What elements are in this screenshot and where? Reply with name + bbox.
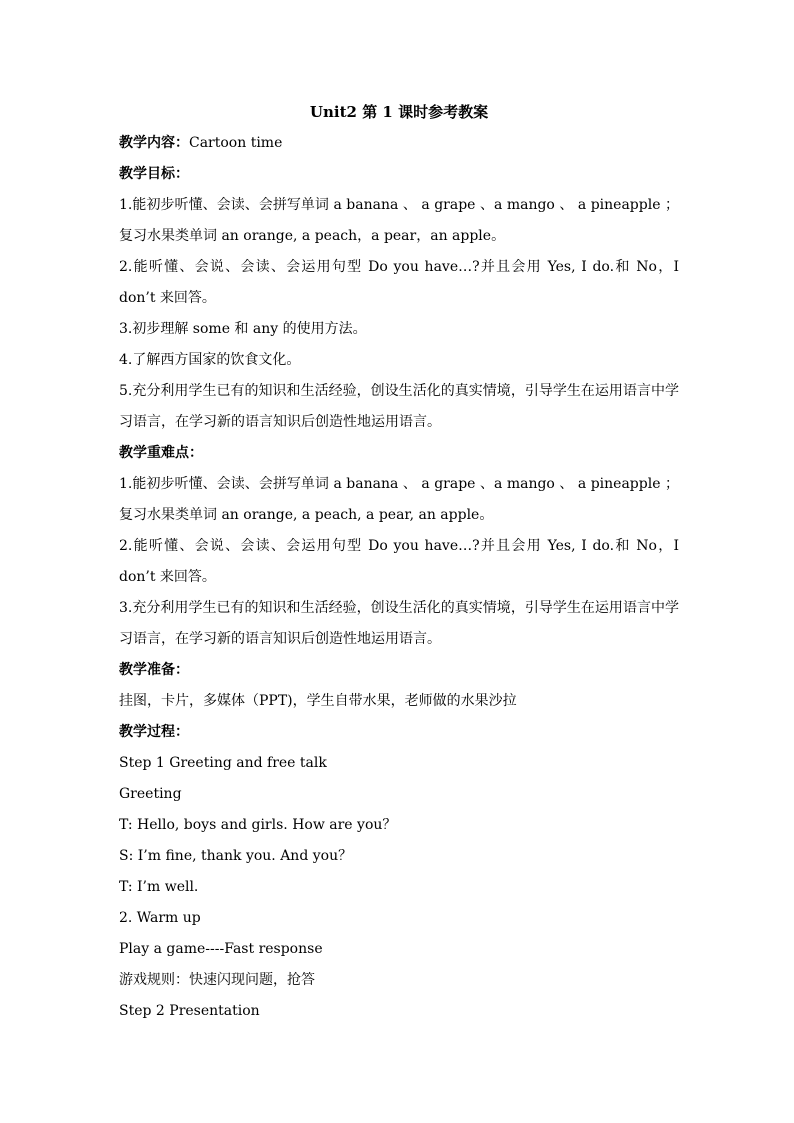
process-line: Step 1 Greeting and free talk xyxy=(119,755,327,771)
content-value: Cartoon time xyxy=(189,135,283,151)
key-point-item: 3.充分利用学生已有的知识和生活经验，创设生活化的真实情境，引导学生在运用语言中学习语言，在学习新的语言知识后创造性地运用语言。 xyxy=(119,600,679,647)
objective-item: 2.能听懂、会说、会读、会运用句型 Do you have…?并且会用 Yes, I do.和 No，I don’t 来回答。 xyxy=(119,259,679,306)
preparation-heading: 教学准备： xyxy=(119,662,189,678)
process-line: 游戏规则：快速闪现问题，抢答 xyxy=(119,972,315,988)
process-line: S: I’m fine, thank you. And you？ xyxy=(119,848,353,864)
objective-item: 5.充分利用学生已有的知识和生活经验，创设生活化的真实情境，引导学生在运用语言中学习语言，在学习新的语言知识后创造性地运用语言。 xyxy=(119,383,679,430)
objective-item: 3.初步理解 some 和 any 的使用方法。 xyxy=(119,321,367,337)
key-point-item: 2.能听懂、会说、会读、会运用句型 Do you have…?并且会用 Yes, I do.和 No，I don’t 来回答。 xyxy=(119,538,679,585)
process-line: Greeting xyxy=(119,786,182,802)
process-line: T: I’m well. xyxy=(119,879,199,895)
key-points-heading: 教学重难点： xyxy=(119,445,203,461)
objectives-heading: 教学目标： xyxy=(119,166,189,182)
process-line: Play a game----Fast response xyxy=(119,941,323,957)
objective-item: 1.能初步听懂、会读、会拼写单词 a banana 、 a grape 、a mango 、 a pineapple ；复习水果类单词 an orange, a peach，a pear，an apple。 xyxy=(119,197,679,244)
document-body xyxy=(119,97,679,1027)
content-row xyxy=(119,128,679,159)
document-title: Unit2 第 1 课时参考教案 xyxy=(309,103,489,121)
content-label: 教学内容： xyxy=(119,135,189,151)
process-line: 2. Warm up xyxy=(119,910,201,926)
preparation-text: 挂图，卡片，多媒体（PPT)，学生自带水果，老师做的水果沙拉 xyxy=(119,693,517,709)
process-heading: 教学过程： xyxy=(119,724,189,740)
process-line: Step 2 Presentation xyxy=(119,1003,260,1019)
objective-item: 4.了解西方国家的饮食文化。 xyxy=(119,352,301,368)
key-point-item: 1.能初步听懂、会读、会拼写单词 a banana 、 a grape 、a mango 、 a pineapple ；复习水果类单词 an orange, a peach, a pear, an apple。 xyxy=(119,476,679,523)
process-line: T: Hello, boys and girls. How are you？ xyxy=(119,817,397,833)
